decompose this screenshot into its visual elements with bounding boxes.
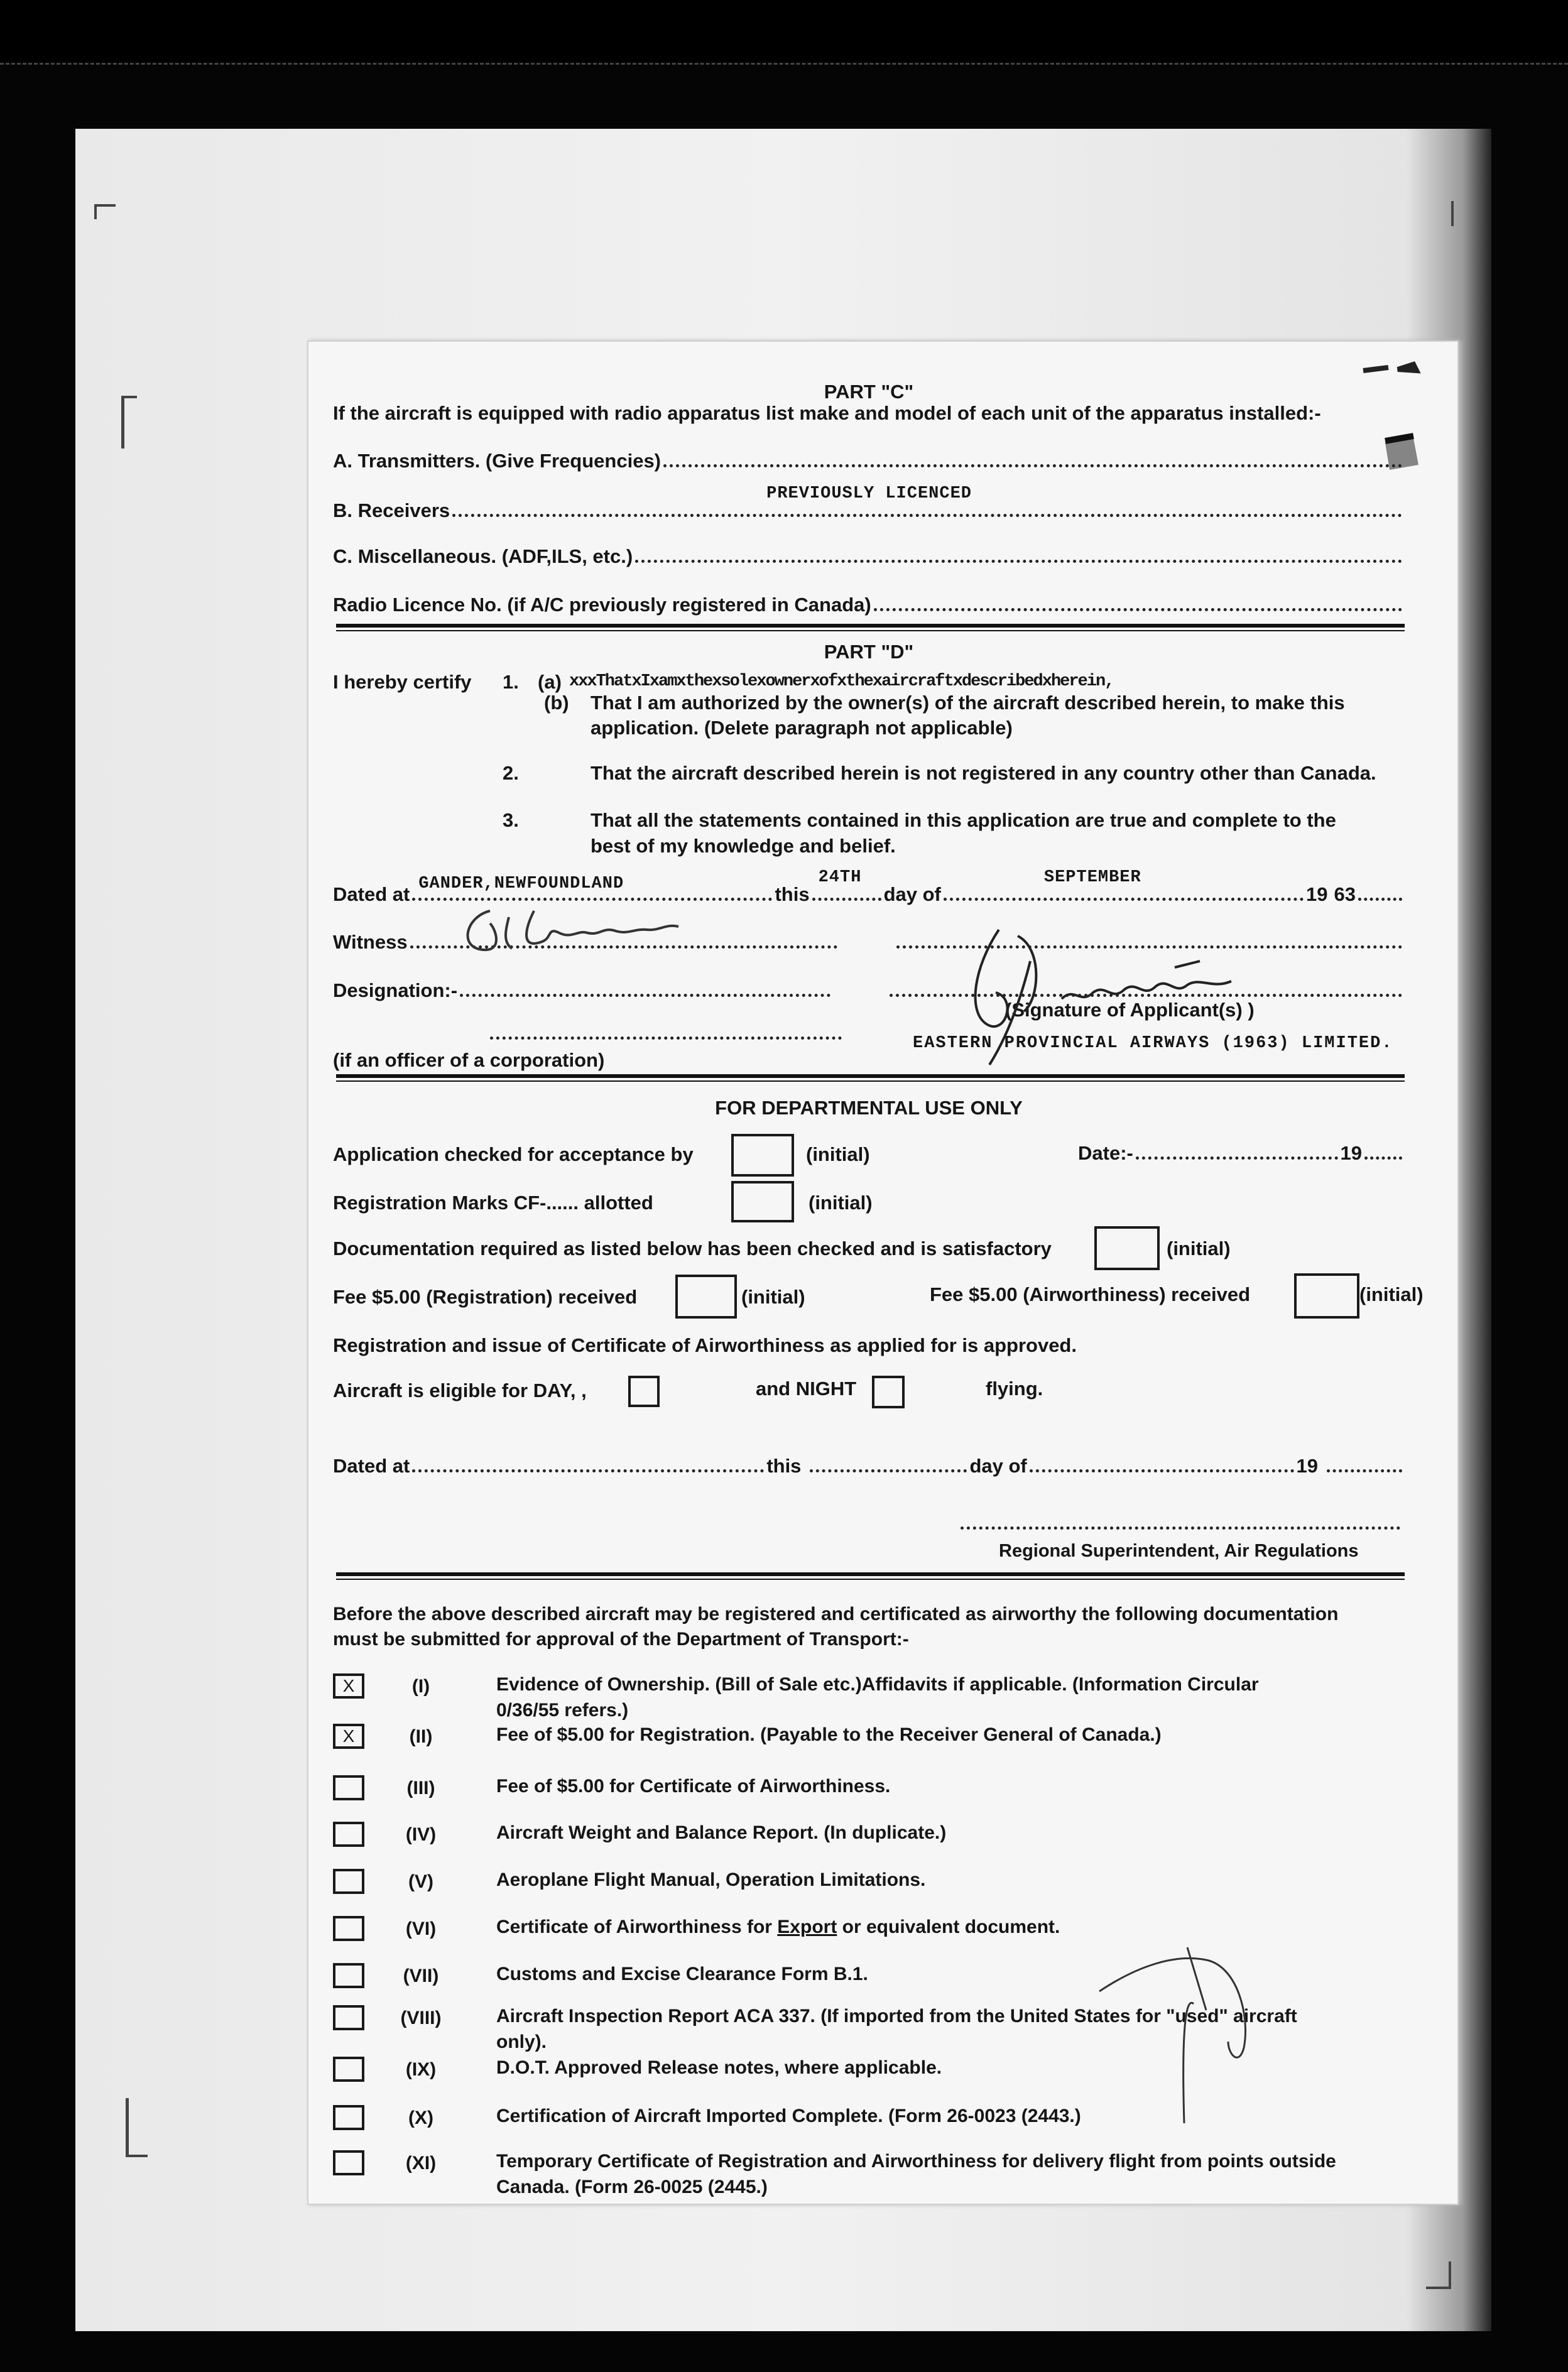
dept-day-of-label: day of [969, 1455, 1027, 1477]
doc-item-text [496, 1868, 925, 1893]
section-divider [336, 624, 1405, 631]
doc-item-line: Aircraft Weight and Balance Report. (In duplicate.) [496, 1822, 947, 1843]
date-year-prefix: 19 [1340, 1142, 1362, 1164]
app-checked-label: Application checked for acceptance by [333, 1143, 694, 1165]
fee-registration-label: Fee $5.00 (Registration) received [333, 1286, 638, 1308]
doc-item-checkbox[interactable] [333, 2150, 364, 2175]
dept-dated-at-field[interactable] [412, 1469, 764, 1472]
item-1b-text-2: application. (Delete paragraph not applicable) [591, 717, 1013, 739]
initial-label: (initial) [741, 1286, 805, 1308]
year-value: 63 [1334, 883, 1356, 905]
dept-day-field[interactable] [810, 1469, 967, 1472]
fee-airworthiness-initial-box[interactable] [1294, 1273, 1359, 1319]
day-checkbox[interactable] [628, 1376, 660, 1407]
doc-item-number: (V) [408, 1871, 433, 1892]
dept-dated-at-label: Dated at [333, 1455, 410, 1477]
documentation-intro-1: Before the above described aircraft may be registered and certificated as airworthy the following documentation [333, 1604, 1339, 1624]
part-c-intro: If the aircraft is equipped with radio apparatus list make and model of each unit of the apparatus installed:- [333, 402, 1321, 424]
dept-this-label: this [766, 1455, 802, 1477]
doc-item-number: (I) [411, 1676, 430, 1697]
dated-at-field[interactable] [412, 874, 772, 901]
reg-marks-initial-box[interactable] [731, 1181, 794, 1222]
item-1b-text: That I am authorized by the owner(s) of the aircraft described herein, to make this [591, 692, 1345, 714]
doc-item-line: Aircraft Inspection Report ACA 337. (If imported from the United States for "used" aircraft [496, 2006, 1297, 2027]
item-3-text: That all the statements contained in this application are true and complete to the [591, 809, 1336, 831]
doc-item-text [496, 1915, 1060, 1940]
crop-mark-left [121, 396, 137, 449]
night-checkbox[interactable] [872, 1376, 905, 1408]
departmental-title: FOR DEPARTMENTAL USE ONLY [715, 1097, 1023, 1119]
doc-item-number: (IX) [405, 2059, 437, 2080]
doc-item-text-part: or equivalent document. [837, 1917, 1060, 1937]
documentation-intro-2: must be submitted for approval of the Department of Transport:- [333, 1629, 909, 1650]
designation-field[interactable] [460, 994, 830, 997]
doc-item-number: (IV) [405, 1824, 437, 1845]
doc-item-line: Fee of $5.00 for Certificate of Airworthiness. [496, 1776, 891, 1797]
signature-of-applicant-label: (Signature of Applicant(s) ) [1005, 999, 1255, 1021]
doc-item-text [496, 2104, 1081, 2130]
crop-mark-top-right [1439, 201, 1454, 226]
transmitters-field [333, 451, 1405, 471]
initial-label: (initial) [806, 1143, 870, 1165]
certify-label: I hereby certify [333, 671, 472, 693]
eligible-day-label: Aircraft is eligible for DAY, , [333, 1379, 587, 1401]
dept-year-prefix: 19 [1296, 1455, 1318, 1477]
doc-item-checkbox[interactable] [333, 1963, 364, 1988]
section-divider [336, 1074, 1405, 1082]
doc-item-checkbox[interactable] [333, 1822, 364, 1847]
day-field[interactable] [812, 868, 881, 901]
superintendent-signature-line[interactable] [961, 1526, 1400, 1530]
doc-item-line: Fee of $5.00 for Registration. (Payable to the Receiver General of Canada.) [496, 1724, 1162, 1745]
doc-item-line: Evidence of Ownership. (Bill of Sale etc.)Affidavits if applicable. (Information Circular [496, 1674, 1259, 1695]
date-row [1078, 1143, 1405, 1163]
crop-mark-top-left [94, 204, 116, 219]
dated-at-row [333, 868, 1405, 905]
misc-field [333, 547, 1405, 566]
initial-label: (initial) [808, 1192, 873, 1214]
doc-item-checkbox[interactable] [333, 2057, 364, 2082]
doc-item-checkbox[interactable] [333, 1775, 364, 1800]
doc-item-line: D.O.T. Approved Release notes, where applicable. [496, 2057, 942, 2078]
initial-label: (initial) [1167, 1238, 1231, 1259]
doc-item-line: Temporary Certificate of Registration and Airworthiness for delivery flight from points outside [496, 2151, 1336, 2172]
part-c-title: PART "C" [824, 381, 914, 403]
crop-mark-bottom-right [1426, 2261, 1451, 2289]
doc-item-underlined-word: Export [777, 1917, 837, 1937]
documentation-initial-box[interactable] [1094, 1226, 1160, 1270]
doc-item-number: (VI) [405, 1918, 437, 1939]
dated-at-label: Dated at [333, 883, 410, 905]
doc-item-checkbox[interactable] [333, 2105, 364, 2130]
item-2-text: That the aircraft described herein is not registered in any country other than Canada. [591, 762, 1376, 784]
doc-item-line: Certification of Aircraft Imported Complete. (Form 26-0023 (2443.) [496, 2106, 1081, 2126]
transmitters-label: A. Transmitters. (Give Frequencies) [333, 450, 662, 472]
documentation-label: Documentation required as listed below has been checked and is satisfactory [333, 1238, 1052, 1259]
item-1-num: 1. [503, 671, 519, 693]
doc-item-number: (X) [408, 2108, 433, 2128]
handwritten-check-mark [1099, 1941, 1300, 2130]
radio-licence-label: Radio Licence No. (if A/C previously registered in Canada) [333, 594, 871, 616]
doc-item-line: Aeroplane Flight Manual, Operation Limitations. [496, 1869, 926, 1890]
doc-item-checkbox[interactable] [333, 1916, 364, 1941]
dept-year-field[interactable] [1327, 1469, 1402, 1472]
night-label: and NIGHT [756, 1378, 857, 1400]
ink-mark [1351, 358, 1426, 496]
misc-dots[interactable] [635, 560, 1402, 563]
misc-label: C. Miscellaneous. (ADF,ILS, etc.) [333, 545, 633, 567]
approved-label: Registration and issue of Certificate of Airworthiness as applied for is approved. [333, 1334, 1077, 1356]
section-divider [336, 1572, 1405, 1580]
doc-item-checkbox[interactable]: X [333, 1724, 364, 1749]
date-field[interactable] [1136, 1156, 1338, 1160]
receivers-label: B. Receivers [333, 499, 450, 521]
item-2-num: 2. [503, 762, 519, 784]
dept-dated-row [333, 1456, 1405, 1476]
witness-label: Witness [333, 931, 408, 953]
doc-item-text [496, 1722, 1162, 1748]
receivers-dots[interactable] [452, 484, 1402, 517]
scan-top-band [0, 0, 1568, 65]
superintendent-label: Regional Superintendent, Air Regulations [999, 1541, 1359, 1561]
doc-item-number: (XI) [405, 2153, 437, 2173]
doc-item-text [496, 2055, 942, 2081]
app-checked-initial-box[interactable] [731, 1134, 794, 1177]
officer-label: (if an officer of a corporation) [333, 1049, 605, 1071]
doc-item-number: (VIII) [400, 2008, 442, 2028]
doc-item-line: Customs and Excise Clearance Form B.1. [496, 1964, 868, 1984]
month-field[interactable] [944, 868, 1304, 901]
item-3-text-2: best of my knowledge and belief. [591, 835, 896, 857]
part-d-title: PART "D" [824, 641, 914, 663]
transmitters-dots[interactable] [663, 464, 1402, 467]
year-prefix: 19 [1306, 883, 1328, 905]
reg-marks-label: Registration Marks CF-...... allotted [333, 1192, 653, 1214]
designation-label: Designation:- [333, 979, 458, 1001]
doc-item-text-part: Certificate of Airworthiness for [496, 1917, 778, 1937]
fee-registration-initial-box[interactable] [675, 1275, 737, 1319]
radio-licence-field [333, 595, 1405, 614]
company-value: EASTERN PROVINCIAL AIRWAYS (1963) LIMITED. [913, 1034, 1393, 1053]
doc-item-checkbox[interactable]: X [333, 1673, 364, 1699]
doc-item-line-2: 0/36/55 refers.) [496, 1699, 629, 1721]
crop-mark-bottom-left [126, 2098, 148, 2157]
witness-signature [452, 905, 741, 961]
doc-item-text [496, 2149, 1336, 2200]
doc-item-line-2: Canada. (Form 26-0025 (2445.) [496, 2176, 768, 2197]
day-value: 24TH [818, 868, 862, 887]
day-of-label: day of [883, 883, 941, 905]
doc-item-number: (VII) [403, 1966, 439, 1986]
item-3-num: 3. [503, 809, 519, 831]
doc-item-text [496, 1962, 868, 1988]
flying-label: flying. [986, 1378, 1043, 1400]
date-label: Date:- [1078, 1142, 1133, 1164]
designation-field-2[interactable] [490, 1036, 842, 1040]
receivers-value: PREVIOUSLY LICENCED [766, 484, 972, 503]
doc-item-number: (III) [406, 1778, 435, 1798]
applicant-signature [936, 923, 1326, 1068]
month-value: SEPTEMBER [1043, 868, 1141, 887]
doc-item-line-2: only). [496, 2031, 547, 2052]
receivers-field [333, 484, 1405, 521]
dept-month-field[interactable] [1030, 1469, 1294, 1472]
doc-item-checkbox[interactable] [333, 2005, 364, 2030]
date-year-field[interactable] [1364, 1156, 1402, 1160]
item-1a-struck-text: xxxThatxIxamxthexsolexownerxofxthexaircraftxdescribedxherein, [569, 672, 1114, 691]
doc-item-text [496, 1774, 890, 1800]
radio-licence-dots[interactable] [874, 608, 1402, 611]
this-label: this [775, 883, 810, 905]
item-1a-sub: (a) [538, 671, 562, 693]
fee-airworthiness-label: Fee $5.00 (Airworthiness) received [930, 1283, 1251, 1305]
dated-at-value: GANDER,NEWFOUNDLAND [418, 874, 624, 893]
doc-item-number: (II) [409, 1726, 433, 1747]
doc-item-text [496, 1672, 1259, 1723]
initial-label: (initial) [1359, 1283, 1424, 1305]
doc-item-checkbox[interactable] [333, 1869, 364, 1894]
doc-item-text [496, 1820, 946, 1846]
item-1b-sub: (b) [544, 692, 569, 714]
year-dots [1358, 898, 1402, 901]
